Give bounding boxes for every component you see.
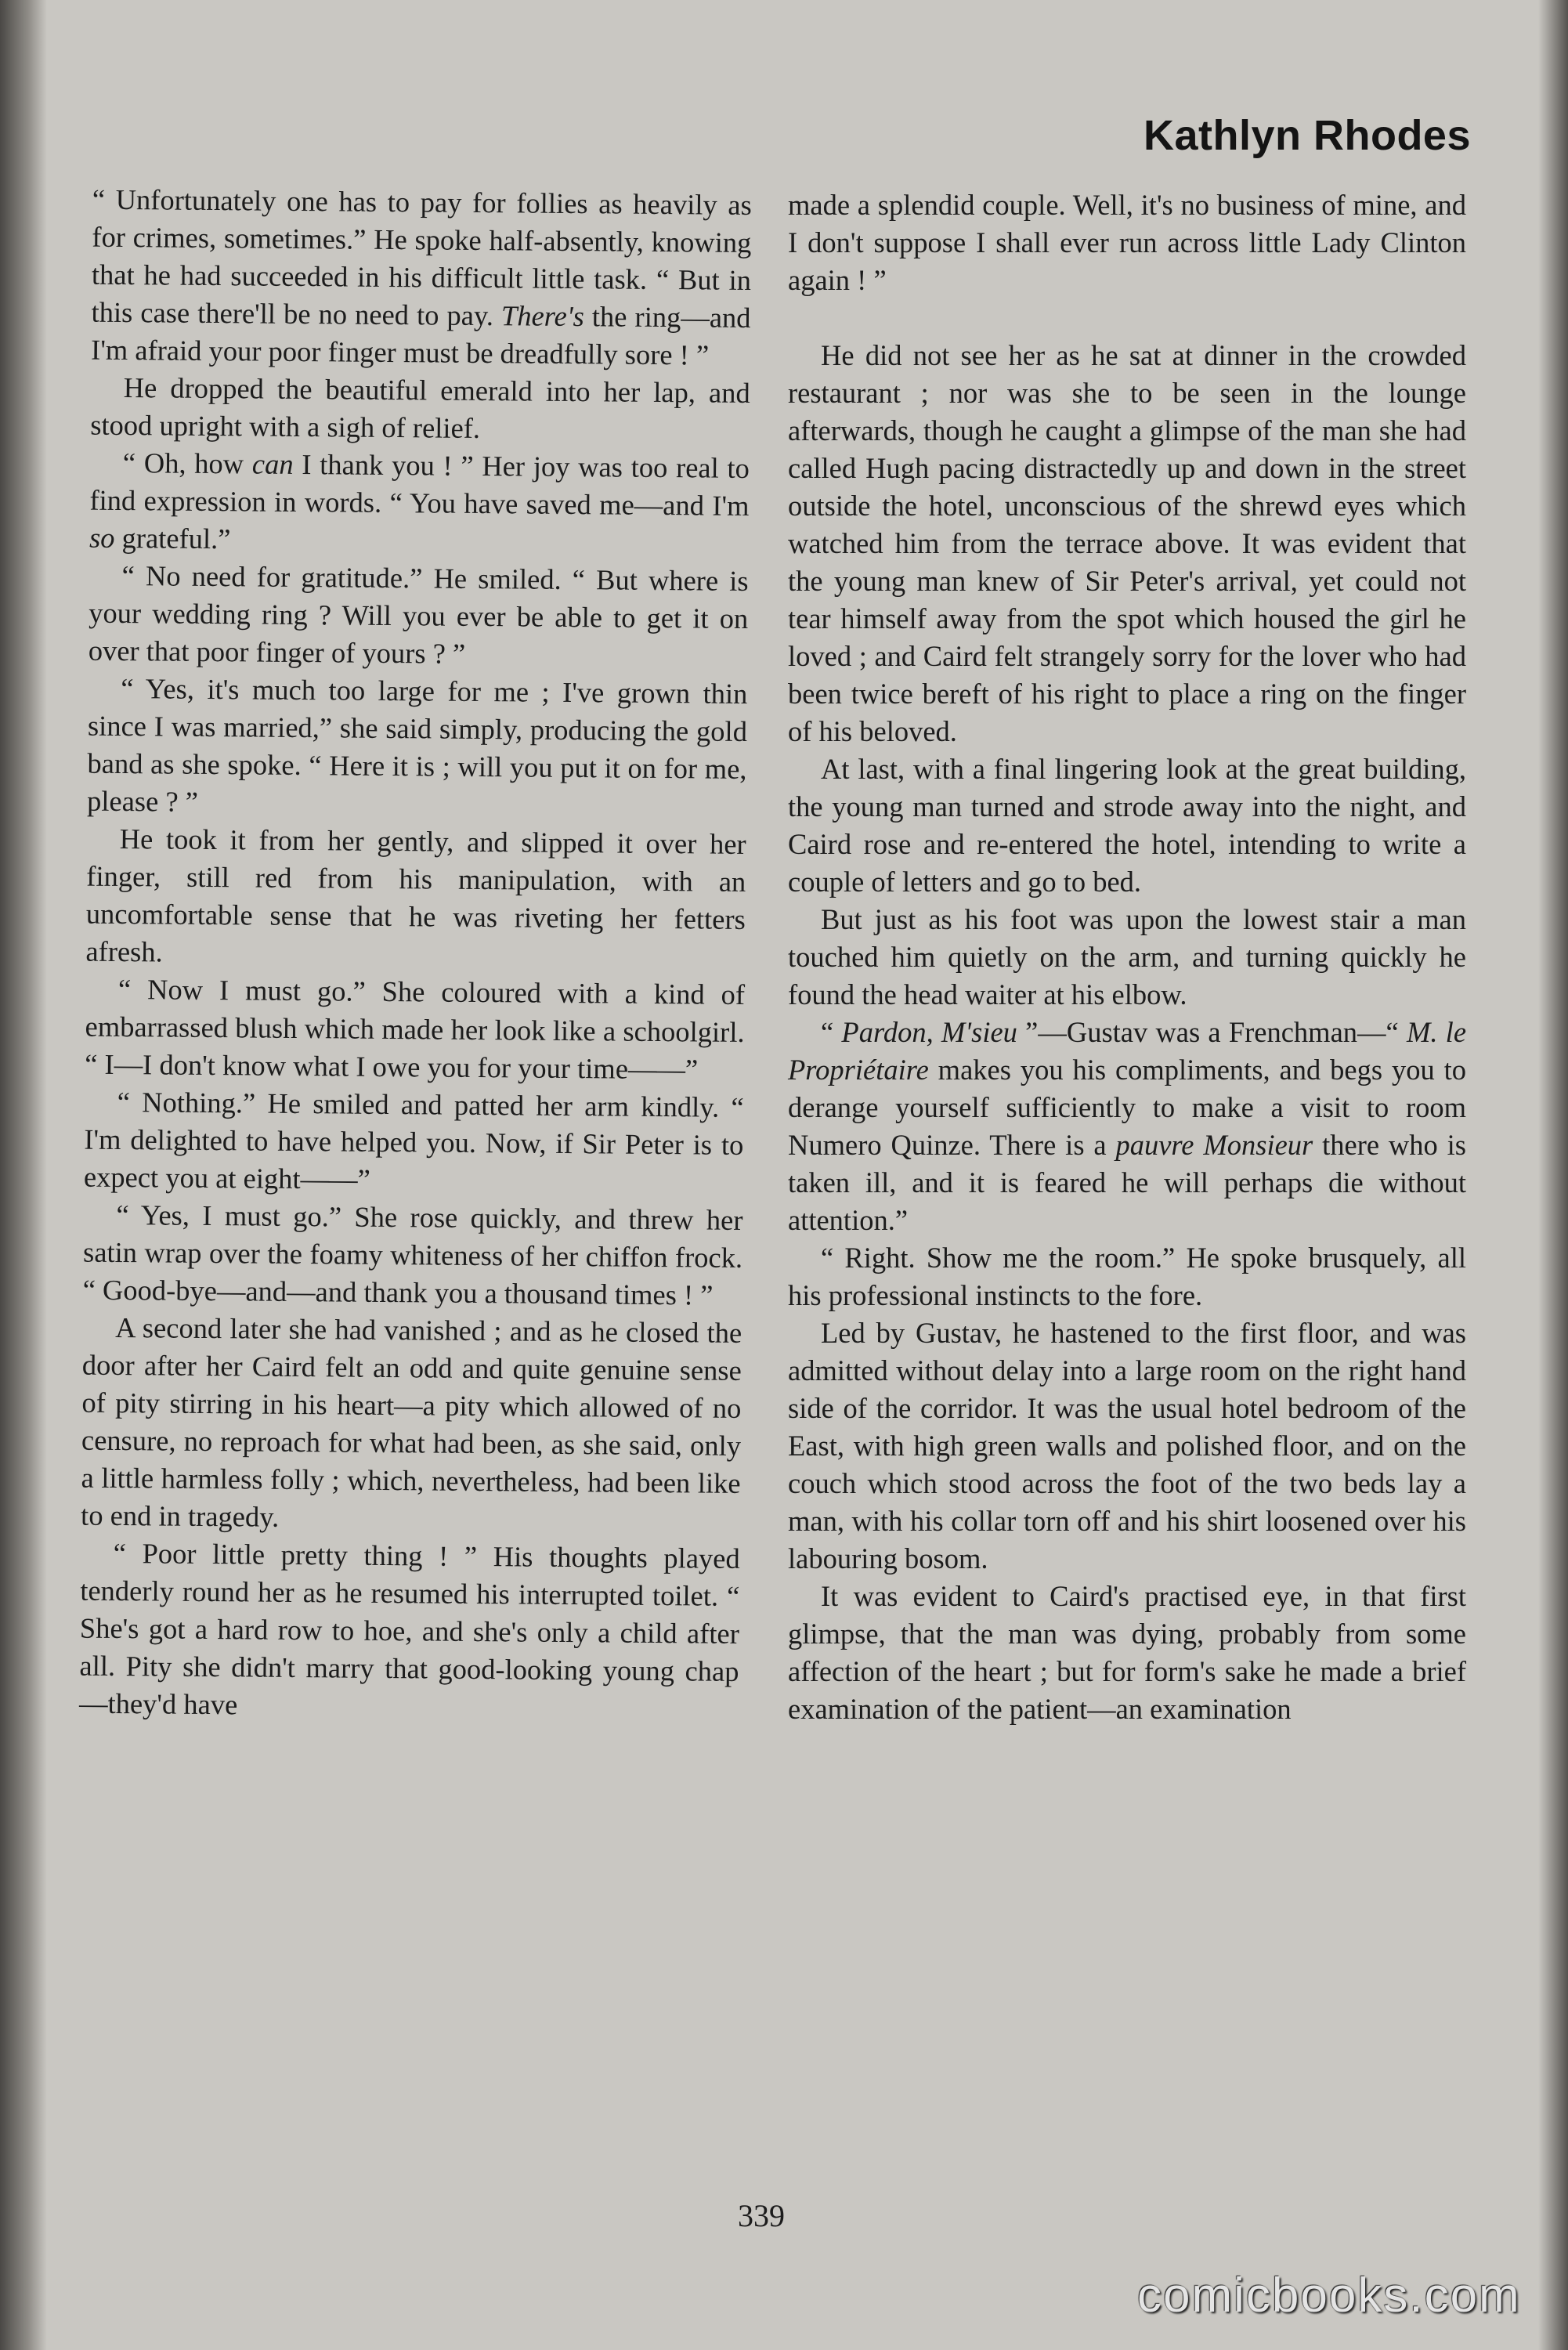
paragraph: “ Pardon, M'sieu ”—Gustav was a Frenchman—“ M. le Propriétaire makes you his compliments, and begs you to derange yourself sufficiently to make a visit to room Numero Quinze. There is a pauvre Monsieur there who is taken ill, and it is feared he will perhaps die without attention.” xyxy=(788,1016,1467,1236)
paragraph: “ Unfortunately one has to pay for follies as heavily as for crimes, sometimes.” He spoke half-absently, knowing that he had succeeded in his difficult little task. “ But in this case there'll be no need to pay. There's the ring—and I'm afraid your poor finger must be dreadfully sore ! ” xyxy=(90,183,752,371)
paragraph: But just as his foot was upon the lowest stair a man touched him quietly on the arm, and turning quickly he found the head waiter at his elbow. xyxy=(788,903,1466,1010)
running-head-author: Kathlyn Rhodes xyxy=(1143,112,1471,159)
paragraph: It was evident to Caird's practised eye, in that first glimpse, that the man was dying, probably from some affection of the heart ; but for form's sake he made a brief examination of the patient—an examination xyxy=(788,1580,1466,1725)
paragraph: “ Yes, it's much too large for me ; I've grown thin since I was married,” she said simply, producing the gold band as she spoke. “ Here it is ; will you put it on for me, please ? ” xyxy=(86,671,748,818)
page-number: 339 xyxy=(738,2198,785,2233)
paragraph: “ Right. Show me the room.” He spoke brusquely, all his professional instincts to the fore. xyxy=(788,1242,1466,1311)
paragraph: Led by Gustav, he hastened to the first floor, and was admitted without delay into a large room on the right hand side of the corridor. It was the usual hotel bedroom of the East, with high green walls and polished floor, and on the couch which stood across the foot of the two beds lay a man, with his collar torn off and his shirt loosened over his labouring bosom. xyxy=(788,1317,1466,1574)
paragraph: “ Yes, I must go.” She rose quickly, and threw her satin wrap over the foamy whiteness of her chiffon frock. “ Good-bye—and—and thank you a thousand times ! ” xyxy=(82,1198,743,1311)
paragraph: “ Now I must go.” She coloured with a kind of embarrassed blush which made her look like a schoolgirl. “ I—I don't know what I owe you for your time——” xyxy=(85,972,746,1086)
paragraph: “ No need for gratitude.” He smiled. “ But where is your wedding ring ? Will you ever be able to get it on over that poor finger of yours ? ” xyxy=(88,559,749,670)
paragraph: A second later she had vanished ; and as he closed the door after her Caird felt an odd and quite genuine sense of pity stirring in his heart—a pity which allowed of no censure, no reproach for what had been, as she said, only a little harmless folly ; which, nevertheless, had been like to end in tragedy. xyxy=(80,1311,742,1533)
right-column xyxy=(788,186,1466,1728)
paragraph: At last, with a final lingering look at the great building, the young man turned and strode away into the night, and Caird rose and re-entered the hotel, intending to write a couple of letters and go to bed. xyxy=(788,753,1466,898)
paragraph: He took it from her gently, and slipped it over her finger, still red from his manipulation, with an uncomfortable sense that he was riveting her fetters afresh. xyxy=(85,822,746,968)
paragraph: “ Nothing.” He smiled and patted her arm kindly. “ I'm delighted to have helped you. Now, if Sir Peter is to expect you at eight——” xyxy=(83,1085,744,1195)
paragraph: He did not see her as he sat at dinner in the crowded restaurant ; nor was she to be seen in the lounge afterwards, though he caught a glimpse of the man she had called Hugh pacing distractedly up and down in the street outside the hotel, unconscious of the shrewd eyes which watched him from the terrace above. It was evident that the young man knew of Sir Peter's arrival, yet could not tear himself away from the spot which housed the girl he loved ; and Caird felt strangely sorry for the lover who had been twice bereft of his right to place a ring on the finger of his beloved. xyxy=(788,339,1466,747)
paragraph: He dropped the beautiful emerald into her lap, and stood upright with a sigh of relief. xyxy=(90,371,750,444)
watermark: comicbooks.com xyxy=(1137,2269,1521,2323)
paragraph: “ Oh, how can I thank you ! ” Her joy was too real to find expression in words. “ You have saved me—and I'm so grateful.” xyxy=(89,446,750,555)
paragraph: made a splendid couple. Well, it's no business of mine, and I don't suppose I shall ever run across little Lady Clinton again ! ” xyxy=(788,189,1466,296)
paragraph: “ Poor little pretty thing ! ” His thoughts played tenderly round her as he resumed his interrupted toilet. “ She's got a hard row to hoe, and she's only a child after all. Pity she didn't marry that good-looking young chap—they'd have xyxy=(78,1536,740,1721)
left-column xyxy=(79,181,752,1728)
